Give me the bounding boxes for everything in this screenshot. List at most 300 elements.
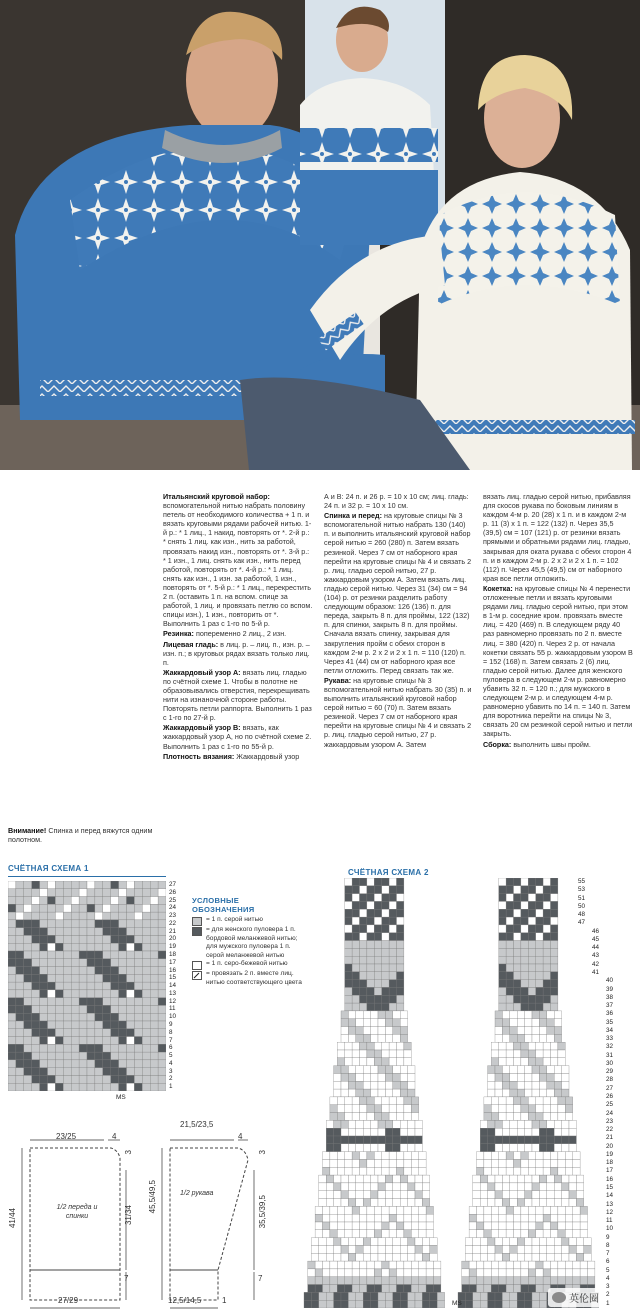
chart2-cell	[374, 1230, 381, 1238]
chart2-cell	[382, 1261, 389, 1269]
chart2-cell	[415, 1245, 422, 1253]
chart1-cell	[32, 912, 40, 920]
chart1-cell	[48, 990, 56, 998]
chart2-cell	[397, 972, 404, 980]
chart2-cell	[506, 1152, 513, 1160]
chart1-cell	[8, 982, 16, 990]
chart2-cell	[554, 1027, 561, 1035]
chart2-cell	[499, 1277, 506, 1285]
chart2-cell	[551, 1277, 558, 1285]
chart2-cell	[521, 980, 528, 988]
chart1-cell	[158, 881, 166, 889]
chart2-cell	[382, 1105, 389, 1113]
chart2-cell	[488, 1066, 495, 1074]
chart2-cell	[514, 1206, 521, 1214]
chart1-cell	[48, 881, 56, 889]
chart1-cell	[79, 1060, 87, 1068]
chart2-cell	[495, 1292, 502, 1300]
chart2-cell	[488, 1238, 495, 1246]
chart2-cell	[334, 1300, 341, 1308]
chart2-cell	[367, 1097, 374, 1105]
chart2-cell	[547, 1019, 554, 1027]
chart2-cell	[374, 1222, 381, 1230]
chart2-cell	[462, 1285, 469, 1293]
chart2-cell	[404, 1050, 411, 1058]
chart2-cell	[367, 1058, 374, 1066]
chart2-cell	[565, 1167, 572, 1175]
chart1-row-number: 26	[169, 888, 177, 896]
chart1-cell	[8, 1037, 16, 1045]
chart1-cell	[79, 935, 87, 943]
chart1-cell	[87, 1037, 95, 1045]
chart2-cell	[517, 1300, 524, 1308]
chart2-cell	[360, 1261, 367, 1269]
chart2-cell	[411, 1167, 418, 1175]
chart2-cell	[393, 1073, 400, 1081]
chart2-cell	[514, 1277, 521, 1285]
chart2-cell	[495, 1199, 502, 1207]
chart1-cell	[95, 881, 103, 889]
chart2-cell	[382, 1222, 389, 1230]
chart2-cell	[499, 948, 506, 956]
chart1-cell	[63, 1013, 71, 1021]
chart2-cell	[352, 1206, 359, 1214]
chart2-cell	[573, 1230, 580, 1238]
chart2-cell	[514, 980, 521, 988]
chart2-cell	[528, 1269, 535, 1277]
chart2-cell	[499, 894, 506, 902]
chart2-cell	[400, 1300, 407, 1308]
chart2-cell	[469, 1206, 476, 1214]
chart2-cell	[400, 1245, 407, 1253]
chart1-cell	[48, 928, 56, 936]
chart2-cell	[360, 894, 367, 902]
chart2-cell	[411, 1285, 418, 1293]
chart2-cell	[345, 941, 352, 949]
chart1-cell	[87, 928, 95, 936]
sleeve-side-mark: 3	[258, 1150, 267, 1155]
chart2-cell	[554, 1183, 561, 1191]
chart2-row-number: 35	[606, 1018, 614, 1026]
note	[8, 826, 158, 845]
chart2-cell	[315, 1222, 322, 1230]
chart2-cell	[502, 1175, 509, 1183]
chart2-cell	[499, 925, 506, 933]
chart1-cell	[79, 982, 87, 990]
chart2-cell	[558, 1113, 565, 1121]
chart1-cell	[16, 1075, 24, 1083]
chart1-cell	[87, 1060, 95, 1068]
chart2-cell	[419, 1159, 426, 1167]
chart2-cell	[499, 886, 506, 894]
chart1-cell	[95, 967, 103, 975]
chart2-cell	[528, 917, 535, 925]
chart2-cell	[389, 1050, 396, 1058]
chart2-cell	[330, 1230, 337, 1238]
chart2-cell	[334, 1128, 341, 1136]
chart1-cell	[8, 1005, 16, 1013]
chart2-cell	[360, 917, 367, 925]
chart2-cell	[352, 1214, 359, 1222]
chart1-cell	[79, 904, 87, 912]
chart2-cell	[551, 1152, 558, 1160]
chart2-cell	[378, 1073, 385, 1081]
chart1-cell	[134, 881, 142, 889]
chart2-cell	[352, 941, 359, 949]
chart2-cell	[510, 1238, 517, 1246]
chart2-row-number: 20	[606, 1142, 614, 1150]
chart1-cell	[119, 889, 127, 897]
chart2-cell	[532, 1292, 539, 1300]
chart1-cell	[150, 904, 158, 912]
chart2-cell	[419, 1285, 426, 1293]
chart1-cell	[134, 889, 142, 897]
chart2-cell	[543, 956, 550, 964]
chart2-cell	[385, 1081, 392, 1089]
chart2-cell	[367, 948, 374, 956]
chart2-cell	[506, 1113, 513, 1121]
chart1-cell	[48, 1075, 56, 1083]
chart2-cell	[584, 1238, 591, 1246]
chart2-cell	[506, 1285, 513, 1293]
chart2-cell	[465, 1245, 472, 1253]
chart1-cell	[95, 1029, 103, 1037]
chart1-cell	[150, 881, 158, 889]
chart1-cell	[95, 912, 103, 920]
chart2-cell	[499, 1058, 506, 1066]
chart1-cell	[32, 920, 40, 928]
legend	[192, 896, 302, 988]
chart2-cell	[315, 1214, 322, 1222]
chart2-cell	[543, 909, 550, 917]
chart1-cell	[48, 1060, 56, 1068]
chart1-cell	[134, 943, 142, 951]
chart2-cell	[565, 1105, 572, 1113]
chart2-cell	[411, 1206, 418, 1214]
chart2-cell	[345, 909, 352, 917]
chart1-cell	[40, 967, 48, 975]
chart2-cell	[404, 1042, 411, 1050]
chart2-cell	[539, 1144, 546, 1152]
chart2-cell	[311, 1300, 318, 1308]
chart1-cell	[87, 998, 95, 1006]
chart2-cell	[374, 933, 381, 941]
chart1-cell	[8, 889, 16, 897]
chart1-cell	[40, 935, 48, 943]
chart2-cell	[348, 1175, 355, 1183]
chart2-cell	[473, 1175, 480, 1183]
chart2-cell	[543, 925, 550, 933]
heading-stockinette: Лицевая гладь:	[163, 639, 219, 649]
chart1-cell	[40, 974, 48, 982]
chart2-cell	[528, 1261, 535, 1269]
chart1-cell	[40, 1021, 48, 1029]
chart1-cell	[79, 951, 87, 959]
chart2-cell	[400, 1081, 407, 1089]
chart1-cell	[103, 974, 111, 982]
chart1-cell	[95, 974, 103, 982]
chart2-cell	[393, 1238, 400, 1246]
chart2-cell	[382, 925, 389, 933]
chart2-cell	[514, 1097, 521, 1105]
chart2-row-number: 46	[592, 927, 600, 935]
chart2-cell	[378, 1144, 385, 1152]
chart2-cell	[528, 956, 535, 964]
chart1-cell	[71, 889, 79, 897]
chart1-cell	[119, 951, 127, 959]
chart2-cell	[510, 1183, 517, 1191]
chart2-cell	[491, 1050, 498, 1058]
chart1-cell	[24, 1060, 32, 1068]
chart1-cell	[158, 967, 166, 975]
chart1-cell	[79, 959, 87, 967]
chart2-cell	[547, 1034, 554, 1042]
chart2-cell	[374, 909, 381, 917]
chart1-cell	[63, 897, 71, 905]
chart2-cell	[584, 1253, 591, 1261]
chart2-cell	[426, 1261, 433, 1269]
chart2-cell	[408, 1253, 415, 1261]
chart2-cell	[528, 987, 535, 995]
chart2-cell	[415, 1136, 422, 1144]
chart2-cell	[323, 1261, 330, 1269]
chart1-cell	[127, 1075, 135, 1083]
note-text: Спинка и перед вяжутся одним полотном.	[8, 826, 153, 845]
chart1-cell	[40, 1013, 48, 1021]
chart2-cell	[326, 1245, 333, 1253]
chart1-cell	[24, 889, 32, 897]
sleeve-rib: 7	[258, 1274, 263, 1283]
chart2-cell	[341, 1089, 348, 1097]
chart2-cell	[326, 1183, 333, 1191]
chart2-cell	[521, 1003, 528, 1011]
chart2-cell	[408, 1238, 415, 1246]
chart2-cell	[480, 1144, 487, 1152]
chart1-cell	[24, 959, 32, 967]
chart1-row-number: 17	[169, 958, 177, 966]
chart2-cell	[400, 1238, 407, 1246]
chart1-cell	[32, 1005, 40, 1013]
chart2-cell	[378, 1066, 385, 1074]
chart2-cell	[341, 1128, 348, 1136]
chart2-cell	[334, 1073, 341, 1081]
chart1-cell	[134, 951, 142, 959]
chart2-cell	[348, 1253, 355, 1261]
chart2-cell	[374, 980, 381, 988]
chart1-cell	[55, 928, 63, 936]
chart2-cell	[345, 1003, 352, 1011]
chart2-cell	[499, 1159, 506, 1167]
chart2-cell	[539, 1073, 546, 1081]
chart1-cell	[40, 904, 48, 912]
chart2-row-number: 44	[592, 944, 600, 952]
chart2-cell	[378, 1120, 385, 1128]
chart2-cell	[389, 995, 396, 1003]
chart2-cell	[517, 1191, 524, 1199]
chart2-cell	[514, 956, 521, 964]
chart1-cell	[158, 928, 166, 936]
chart1-cell	[103, 998, 111, 1006]
chart1-cell	[71, 959, 79, 967]
body-rib: 7	[124, 1274, 129, 1283]
chart2-cell	[536, 1214, 543, 1222]
chart2-cell	[389, 1152, 396, 1160]
chart1-cell	[40, 943, 48, 951]
chart2-cell	[488, 1245, 495, 1253]
chart1-cell	[134, 998, 142, 1006]
chart2-cell	[502, 1120, 509, 1128]
chart2-cell	[502, 1136, 509, 1144]
chart2-cell	[510, 1073, 517, 1081]
chart2-cell	[502, 1128, 509, 1136]
chart2-cell	[580, 1214, 587, 1222]
chart2-cell	[334, 1245, 341, 1253]
chart1-row-number: 25	[169, 896, 177, 904]
chart1-cell	[71, 943, 79, 951]
chart1-cell	[71, 951, 79, 959]
chart2-cell	[539, 1120, 546, 1128]
chart2-cell	[576, 1199, 583, 1207]
chart2-cell	[356, 1034, 363, 1042]
chart2-cell	[532, 1120, 539, 1128]
chart1-cell	[16, 1060, 24, 1068]
chart1-cell	[16, 1052, 24, 1060]
chart1-cell	[119, 1075, 127, 1083]
chart2-cell	[393, 1144, 400, 1152]
chart2-cell	[551, 956, 558, 964]
chart2-cell	[330, 1214, 337, 1222]
chart2-cell	[337, 1222, 344, 1230]
chart2-cell	[536, 1050, 543, 1058]
chart2-cell	[371, 1183, 378, 1191]
chart2-cell	[356, 1120, 363, 1128]
chart2-cell	[521, 987, 528, 995]
legend-item-3: = 1 п. серо-бежевой нитью	[206, 960, 288, 968]
chart2-cell	[580, 1206, 587, 1214]
chart1-row-number: 20	[169, 935, 177, 943]
chart1-cell	[79, 920, 87, 928]
chart2-cell	[551, 1159, 558, 1167]
chart2-cell	[326, 1128, 333, 1136]
chart1-cell	[24, 904, 32, 912]
chart2-cell	[480, 1238, 487, 1246]
chart2-cell	[532, 1245, 539, 1253]
chart2-cell	[389, 1277, 396, 1285]
chart1-title-rule	[8, 876, 166, 877]
chart2-row-number: 13	[606, 1200, 614, 1208]
chart2-cell	[528, 933, 535, 941]
heading-sleeves: Рукава:	[324, 675, 352, 685]
chart2-cell	[539, 1175, 546, 1183]
chart2-cell	[374, 886, 381, 894]
chart2-cell	[348, 1089, 355, 1097]
chart2-cell	[319, 1191, 326, 1199]
chart2-cell	[397, 1003, 404, 1011]
chart1-cell	[55, 889, 63, 897]
chart1-cell	[119, 920, 127, 928]
chart2-cell	[334, 1089, 341, 1097]
chart2-cell	[374, 1003, 381, 1011]
chart2-cell	[371, 1191, 378, 1199]
chart1-cell	[79, 897, 87, 905]
chart2-cell	[499, 1152, 506, 1160]
chart1-cell	[16, 928, 24, 936]
chart1-cell	[142, 1083, 150, 1091]
chart2-cell	[499, 1167, 506, 1175]
chart2-cell	[393, 1253, 400, 1261]
chart2-cell	[506, 1214, 513, 1222]
chart2-cell	[378, 1136, 385, 1144]
chart1-cell	[32, 982, 40, 990]
chart2-cell	[469, 1277, 476, 1285]
chart1-cell	[127, 1068, 135, 1076]
chart2-cell	[374, 1042, 381, 1050]
chart2-cell	[477, 1159, 484, 1167]
chart2-cell	[371, 1128, 378, 1136]
chart1-cell	[158, 1083, 166, 1091]
chart1-cell	[24, 912, 32, 920]
chart1-cell	[127, 1083, 135, 1091]
chart2-row-number: 2	[606, 1291, 610, 1299]
chart1-cell	[40, 998, 48, 1006]
chart1-cell	[71, 904, 79, 912]
chart2-cell	[532, 1191, 539, 1199]
chart1-cell	[8, 1083, 16, 1091]
chart2-cell	[551, 948, 558, 956]
chart2-cell	[551, 909, 558, 917]
chart2-cell	[488, 1120, 495, 1128]
chart2-cell	[521, 901, 528, 909]
chart1-cell	[127, 982, 135, 990]
chart2-cell	[360, 972, 367, 980]
chart2-cell	[371, 1136, 378, 1144]
chart2-cell	[374, 941, 381, 949]
chart2-cell	[576, 1175, 583, 1183]
chart2-cell	[495, 1253, 502, 1261]
chart2-cell	[367, 1167, 374, 1175]
chart1-cell	[87, 951, 95, 959]
chart2-cell	[510, 1199, 517, 1207]
chart1-cell	[111, 967, 119, 975]
chart2-cell	[517, 1199, 524, 1207]
chart2-cell	[521, 1113, 528, 1121]
chart2-cell	[415, 1292, 422, 1300]
chart1-row-number: 14	[169, 982, 177, 990]
chart2-cell	[330, 1206, 337, 1214]
chart1-cell	[127, 881, 135, 889]
chart2-cell	[573, 1269, 580, 1277]
chart2-cell	[319, 1253, 326, 1261]
legend-item-1: = 1 п. серой нитью	[206, 916, 263, 923]
chart1-cell	[127, 1005, 135, 1013]
chart1-cell	[150, 935, 158, 943]
chart2-cell	[385, 1144, 392, 1152]
chart2-cell	[536, 1058, 543, 1066]
heading-assembly: Сборка:	[483, 739, 512, 749]
chart1-cell	[79, 1052, 87, 1060]
chart2-cell	[539, 1300, 546, 1308]
chart2-cell	[426, 1214, 433, 1222]
chart1-cell	[48, 959, 56, 967]
chart2-cell	[551, 1003, 558, 1011]
chart2-cell	[348, 1081, 355, 1089]
chart2-cell	[360, 1003, 367, 1011]
chart1-cell	[119, 959, 127, 967]
chart2-cell	[411, 1214, 418, 1222]
chart2-cell	[491, 1269, 498, 1277]
chart2-cell	[334, 1081, 341, 1089]
chart2-cell	[337, 1159, 344, 1167]
